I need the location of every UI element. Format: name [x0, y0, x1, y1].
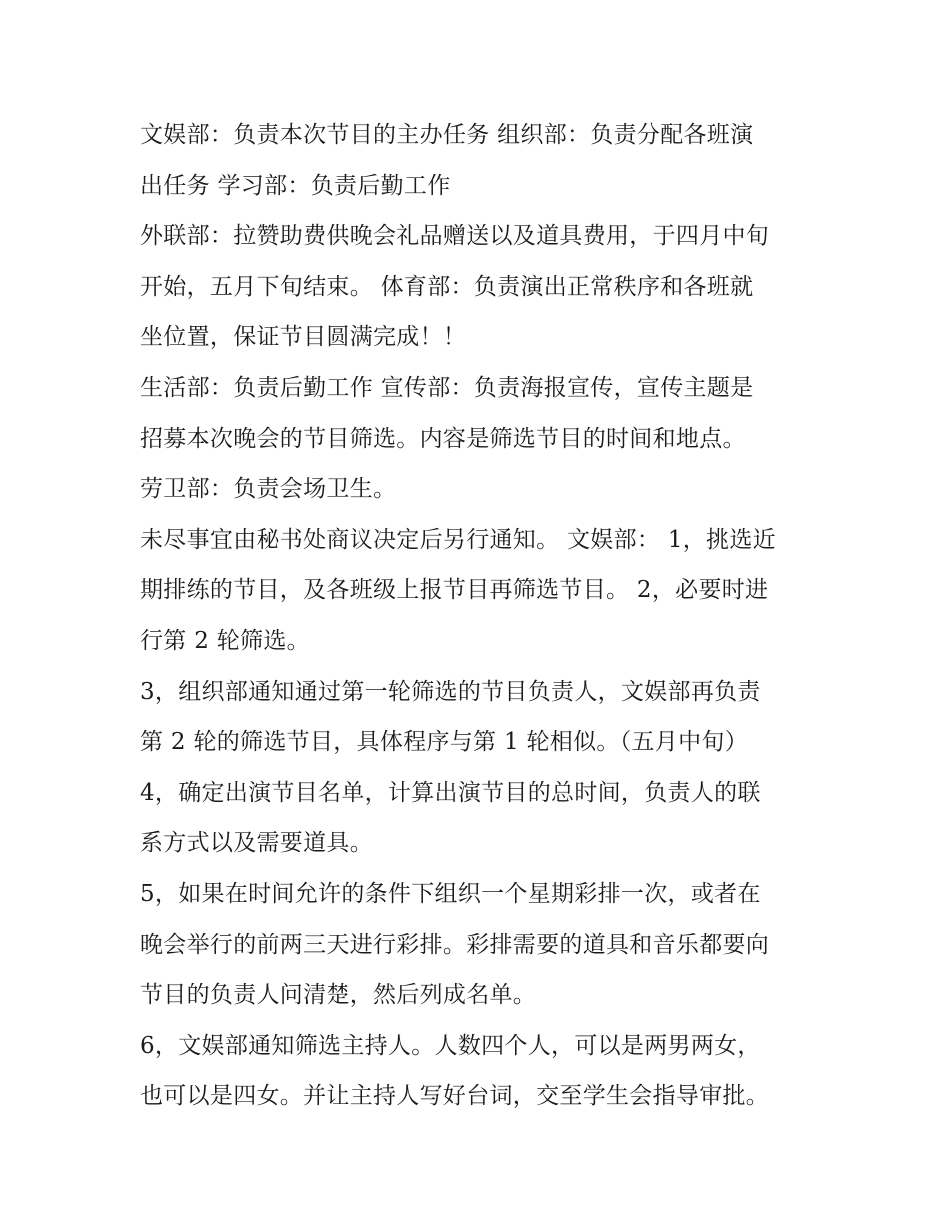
text-line: 坐位置，保证节目圆满完成！！	[140, 324, 467, 351]
paragraph-step-3	[140, 667, 830, 768]
document-body	[140, 110, 830, 1122]
text-line: 生活部：负责后勤工作 宣传部：负责海报宣传，宣传主题是	[140, 374, 754, 401]
paragraph-notice-step-1-2	[140, 515, 830, 667]
paragraph-step-4	[140, 768, 830, 869]
text-line: 开始，五月下旬结束。 体育部：负责演出正常秩序和各班就	[140, 273, 754, 300]
text-line: 6，文娱部通知筛选主持人。人数四个人，可以是两男两女，	[140, 1032, 761, 1059]
text-line: 晚会举行的前两三天进行彩排。彩排需要的道具和音乐都要向	[140, 931, 770, 958]
text-line: 第 2 轮的筛选节目，具体程序与第 1 轮相似。（五月中旬）	[140, 729, 749, 756]
paragraph-departments-duties	[140, 110, 830, 211]
text-line: 文娱部：负责本次节目的主办任务 组织部：负责分配各班演	[140, 122, 754, 148]
paragraph-step-5	[140, 869, 830, 1021]
text-line: 节目的负责人问清楚，然后列成名单。	[140, 982, 537, 1009]
text-line: 4，确定出演节目名单，计算出演节目的总时间，负责人的联	[140, 779, 761, 806]
text-line: 也可以是四女。并让主持人写好台词，交至学生会指导审批。	[140, 1083, 770, 1110]
paragraph-life-publicity	[140, 363, 830, 464]
text-line: 5，如果在时间允许的条件下组织一个星期彩排一次，或者在	[140, 880, 761, 907]
text-line: 未尽事宜由秘书处商议决定后另行通知。 文娱部： 1，挑选近	[140, 526, 776, 553]
paragraph-external-sports	[140, 211, 830, 363]
text-line: 招募本次晚会的节目筛选。内容是筛选节目的时间和地点。	[140, 425, 746, 452]
text-line: 外联部：拉赞助费供晚会礼品赠送以及道具费用，于四月中旬	[140, 223, 770, 250]
text-line: 出任务 学习部：负责后勤工作	[140, 172, 451, 199]
paragraph-step-6	[140, 1021, 830, 1122]
paragraph-sanitation	[140, 464, 830, 515]
text-line: 3，组织部通知通过第一轮筛选的节目负责人，文娱部再负责	[140, 678, 761, 705]
text-line: 系方式以及需要道具。	[140, 830, 373, 857]
text-line: 劳卫部：负责会场卫生。	[140, 476, 397, 503]
text-line: 期排练的节目，及各班级上报节目再筛选节目。 2，必要时进	[140, 577, 769, 604]
text-line: 行第 2 轮筛选。	[140, 627, 310, 654]
